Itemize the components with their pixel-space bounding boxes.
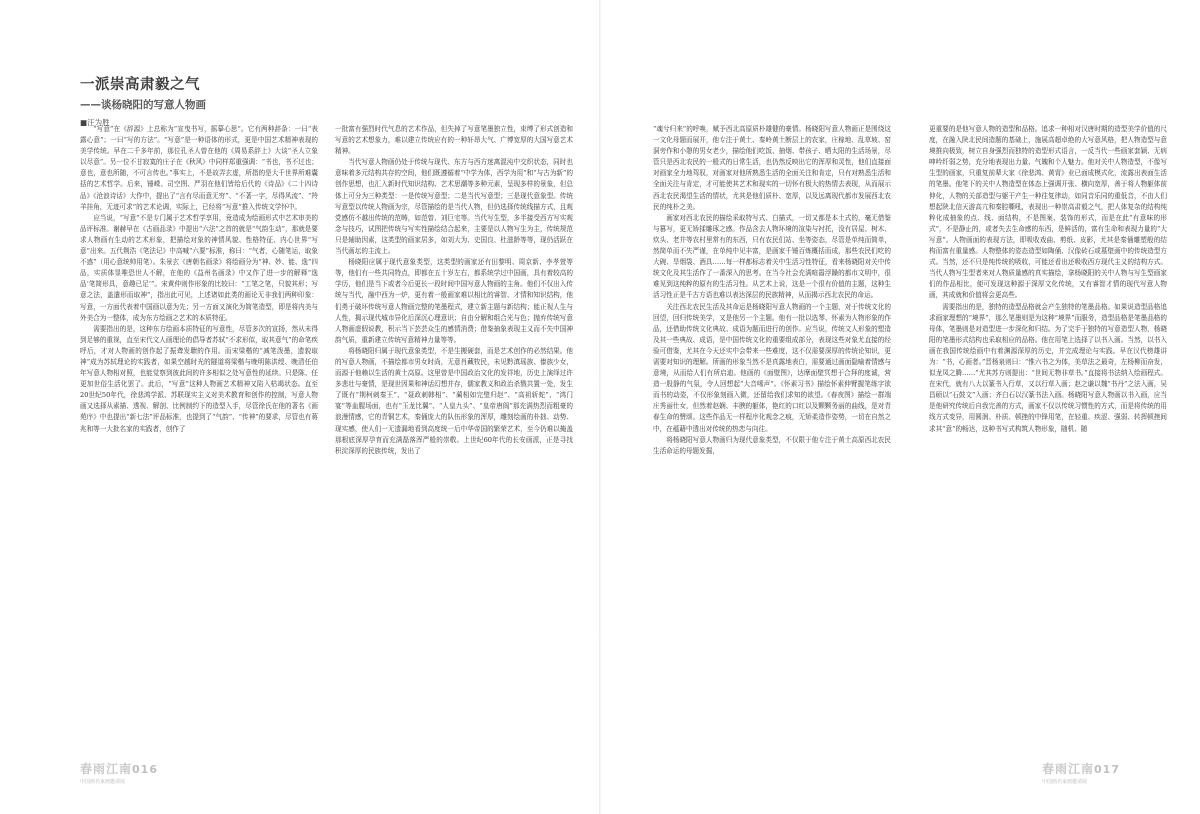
paragraph: 更重要的是他写意人物的造型和品格。追求一种相对汉唐时期的造型美学价值的尺度，在融入陕北民间造题的基础上，施展高超卓绝的大写意风格，把人物造型与意境推向极致，树立自身强烈而独特的造型形式语言，一反当代一些画家套颖、无病呻吟纤弱之势，充分地表现出力量、气魄和个人魅力。他对关中人物造型，不像写生型的画家，只重复前辈大家《徐悲鸿、黄胄》业已面成模式化，流露出表面生活的笔墨。他笔下的关中人物造型在体态上强调开张、横向宽厚，善于将人物躯体前伸化，人物的关部造型与躯干产生一种往复律动，如同音乐同的重低音，不由人们想起陕北信天游高亢和秦腔嘶吼，表现出一种崇高肃毅之气，把人体复杂的结构纯粹化成抽象的点、线、面结构，不是图案、装饰的形式，而是在此“有意味的形式”，不是静止的，或者失去生命感的东西，是鲜活的，富有生命和表现力量的“大写意”。人物画面的表现方法，即吸收戏曲、剪纸、皮影，尤其是秦俑雕塑般的结构而富有重量感。人物整体的姿态造型如陶俑、汉像砖石或墓壁画中的传统造型方式。当然，还不只是纯传统的吸收，可能还看出还吸收西方现代主义的结构方式。当代人物写生型者来对人物质量感的真实描绘，拿杨晓阳的关中人物与写生型画家们的作品相比，便可发现这种源于深厚文化传统，又有睿智才情的现代写意人物画，其成就和价值将会更高些。 — [929, 125, 1167, 300]
magazine-name — [80, 760, 158, 777]
article-header — [80, 76, 340, 128]
magazine-title: 春雨江南 — [1042, 762, 1095, 776]
paragraph: 当代写意人物画仍处于传统与现代、东方与西方迷离混沌中交织状态，同时也意味着多元结构共存的空间，他们既遵循着“中学为体，西学为用”和“与古为新”的创作思想，也汇入新时代知识结构、艺术思潮等多种元素，呈现多样的景象，但总体上可分为三种类型：一是传统写意型；二是当代写意型；三是现代意象型。传统写意型以传统人物画为宗，尽管描绘的是当代人物，但仍选择传统线描方式，且观党感仿不越出传统的范畴，如范曾、刘巨宅等。当代写生型，多半接受西方写实观念与技巧，试图把传统与写实性描绘结合起来，主要是以人物写生为主，传统规范只是辅助因素，这类型的画家居多，如刘大为、史国良、杜滋龄等等，现仍活跃在当代画坛的主流上。 — [335, 158, 573, 256]
paragraph: “写意”在《辞源》上总称为“宣曳书写，摇摹心思”。它有两种辞条：一曰“表露心意”；一曰“写的方法”。“写意”是一种语体的形式，更是中国艺术精神表现的美学传统。早在二千多年前，那位孔圣人曾在他的《周易系辞上》大谈“圣人立象以尽意”。另一位不甘寂寞的庄子在《秋风》中同样郑重强调：“书也，书不过也；意也，意也所随，不可言传也。”事实上，不是故弄玄虚，所指的是大千世界所难囊括的艺术哲学。后来，锤嵘、司空图、严羽在他们皆给后代的《诗品》《二十四诗品》《沧浪诗话》大作中，提出了“言有尽而意无穷”、“不著一字，尽得风流”、“羚羊挂角，无迹可求”的艺术论调，实际上，已经将“写意”推入传统文学怀中。 — [80, 125, 318, 211]
text-column-2 — [335, 124, 573, 752]
paragraph: 将杨晓阳归属于现代意象类型，不是生搬硬套，而是艺术创作的必然结果。他的写意人物画，不描绘都市男女时尚，无意肖藏牧民，未见黔滇瑶族、傣族少女，而源于他赖以生活的黄土高原。这里曾是中国政治文化的发祥地，历史上演绎过许多悲壮与豪情，是现世因果和神话幻想并存，儒家教义和政治杀戮共置一处，发生了既有“荆柯刺秦王”、“聂政刺韩相”、“蔺相如完璧归赵”、“高祖斩蛇”、“鸿门宴”等血腥场面，也有“玉龙比翼”、“人皇九头”、“皇帝唐阁”那充满热烈而粗豪的浪漫情感，它的青铜艺术，秦俑庞大的队伍形象的浑厚，雕刻绘画的朴拙、动势、现实感，使人们一无遗漏地看到高度统一后中华帝国的繁荣艺术，至今仍难以掩盖那根底深厚孕育而充满磊落浑严般的崇敬。上世纪60年代的长安画派，正是寻找积淀深厚的民族传统，发出了 — [335, 346, 573, 455]
paragraph: 一批富有强烈时代气息的艺术作品，但失掉了写意笔墨独立性，束缚了形式创造和写意的艺术想象力，难以建立传统应有的一种轩昂大气、广博宽厚的大国写意艺术精神。 — [335, 125, 573, 156]
article-author: ■汪为胜 — [80, 118, 110, 127]
paragraph: 画家对西北农民的描绘采取特写式、白描式，一切又都是本土式的，毫无借鉴与篡写，更无矫揉雕琢之感。作品含去人物环境的渲染与衬托，没有居屋、树木、炊头、老井等农村里常有的东西，只有农民们站、坐等姿态，尽管是单纯而简单，然简单而不失严谨，在单纯中见丰富，是画家千锤百炼概括而成，那些农民们吃的大碗、旱烟袋、酒具……每一样都标志着关中生活习性特征，看来杨晓阳对关中传统文化及其生活作了一番深入的思考。在当今社会充满喧嚣浮躁的都市文明中，很难见到这纯粹的原有的生活习性。从艺术上说，这是一个很有价值的主题，这种生活习性正是千古方语也难以表达深层的民族精神，从而揭示西北农民的命运。 — [653, 213, 891, 300]
page-number: 016 — [132, 763, 158, 776]
page-number: 017 — [1094, 763, 1120, 776]
footer-left — [80, 760, 158, 785]
paragraph: “魂兮归来”的呼唤，赋予西北高原质朴雄健的豪情。杨晓阳写意人物画正是围绕这一文化母题而展开，他专注于黄土、秦岭黄土断层上的农家，庄稼地、乱草坡、窑洞旁作和小憩的男女老少，描绘他们吃饭、抽烟、带孩子、晒太阳的生活场景，尽管只是西北农民的一般式的日常生活，也仍然反映出它的浑厚和灵性，他们直接面对画家全力地驾驭，对画家对他所熟悉生活的全面关注和肯定，只有对熟悉生活和全面关注与肯定，才可能使其艺术和现实的一切怀有极大的热情去表现，从而展示西北农民渴望生活的情状，尤其是他们质朴、宽厚，以及远离现代都市发展西北农民的纯朴之美。 — [653, 125, 891, 211]
text-column-4 — [929, 124, 1167, 752]
paragraph: 需要指出的是，独特的造型品格就会产生独特的笔墨品格。如果说造型品格追求画家理想的“境界”，那么笔墨则是为这种“境界”而服务，造型品格是笔墨品格的母体，笔墨则是对造型进一步深化和归结。为了完手于独特的写意造型人物，杨晓阳的笔墨形式结构也采取相应的品格。他在用笔上选择了以书入画。当然，以书入画在我国传统绘画中有着渊源深厚的历史，并完成理论与实践。早在汉代榜雄讲为：“书，心画者。”晋杨泉则曰：“惟六书之为体，美草法之最奇，左杨柳而奋发，似龙凤之腾……”尤其苏方则提出：“世间无物非草书。”直接将书法纳入绘画程式。在宋代，就有八大以篆书入行草，又以行草入画；赵之谦以魏“书丹”之法入画，吴昌硕以“石鼓文”入画；齐白石以汉篆书法入画。杨晓阳写意人物画以书入画，应当是他研究传统后自我完善的方式，画家不仅以传统习惯性的方式，而是将传统的用线方式变异，用圆润、朴质、顿挫的中锋用笔，在轻重、疾涩、强弱、转挥顿挫间求其“意”的畅达，这种书写式构筑人物形象，随机、随 — [929, 302, 1167, 433]
magazine-subtitle: 中国画名家画邀请展 — [1042, 779, 1088, 785]
paragraph: 关注西北农民生活及其命运是杨晓阳写意人物画的一个主题，对于传统文化的回望，回归传统美学，又是他另一个主题。他有一批以选琴、怀素为人物形象的作品，还借助传统文化典故、成语为题而进行的创作。应当说，传统文人形象的塑造及其一些典故、成语，是中国传统文化的重要组成部分，表现这些对象尤直接的经验可借鉴，尤其在今天还实中会带来一些难度，这不仅需要深厚的传统论知识，更需要对知识的理解。所画的形象当然不是真露地表白，需要通过画面隐喻着情感与意境，从而给人们有所启迪。他画的《面壁图》，达摩面壁冥想于合拜的度诚，营造一股静的气氛，令人回想起“大音唏声”。《怀素习书》描绘怀素伸臂握笔练字欲而书的动姿，不仅形象刻画入微，还留给我们求知的欲望。《春夜图》描绘一群端庄秀丽仕女，但然着赵娴、丰腴的躯体，艳红的口红以及颗颗务丽的曲线，是对青春生命的赞颂。这些作品无一样程序化观念之痕，无矫柔造作姿势，一切在自然之中，在蕴藉中透出对传统的热恋与向往。 — [653, 302, 891, 433]
magazine-subtitle: 中国画名家画邀请展 — [80, 779, 126, 785]
page-gutter — [599, 0, 601, 814]
text-column-1 — [80, 124, 318, 752]
magazine-name — [1042, 760, 1120, 777]
article-subtitle: ——谈杨晓阳的写意人物画 — [80, 99, 206, 111]
article-title: 一派崇高肃毅之气 — [80, 77, 200, 93]
text-column-3 — [653, 124, 891, 752]
paragraph: 将杨晓阳写意人物画归为现代意象类型，不仅限于他专注于黄土高原西北农民生活命运的母题发掘， — [653, 435, 891, 455]
paragraph: 需要指出的是，这种东方绘画本质特征的写意性，尽管多次的宣扬，然从未得到足够的重视，直至宋代文人画理论的倡导者苏轼“不求形似，取其意气”的命笔疾呼后，才对人物画的创作起了振聋发聩的作用。而宋梁楷的“减笔泼墨，遗貌取神”成为苏轼理论的实践者，如果空越时光的隧道将梁楷与晚明陈洪绶、晚清任伯年写意人物相对照，也能觉察到彼此间的许多相似之处写意性的延续。只是陈、任更加世俗生活化罢了。此后，“写意”这种人物画艺术精神又陷入枯竭状态。直至20世纪50年代，徐悲鸿学派、苏联现实主义对美术教育和创作的控制，写意人物画又选择从素描、透视、解剖、比例制约下的造型入手，尽管徐氏在他的著名《画苑序》中也提出“新七法”评品标准，也提到了“气韵”、“传神”的要求，尽管也有蒋兆和等一大批名家的实践者，创作了 — [80, 324, 318, 433]
footer-right — [1042, 760, 1120, 785]
paragraph: 应当说，“写意”不是专门属于艺术哲学享用，竟造成为绘画形式中艺术审美的品评标准。谢赫早在《古画品录》中提出“六法”之首的就是“气韵生动”，那就是要求人物画有生动的艺术形象，把描绘对象的神情风貌、性格特征、内心世界“写意”出来。五代荆浩《笔法记》中高喊“六要”标准，称曰：“气者，心随笔运，取象不惑”（用心意统帅用笔）。朱景玄《唐朝名画录》将绘画分为“神、妙、能、逸”四品，实质体显唯恐世人不解，在他的《益州名画录》中又作了进一步的解释“逸品‘笔简形具，意趣已足’”。宋黄仲则作形象的比较曰：“工笔之笔，只貌其形；写意之法，盖遣形而取神”，指出此可见，上述诸如此类的画论无非我们两种印象：写意，一方面代表着中国画以意为先；另一方面又演化为简笔造型，即是将内美与外美合为一整体，成为东方绘画之艺术的本质特征。 — [80, 213, 318, 322]
magazine-title: 春雨江南 — [80, 762, 133, 776]
paragraph: 杨晓阳应属于现代意象类型，这类型的画家还有田黎明、周京新、李孝萱等等，他们有一些共同特点，即都在五十岁左右，都系统学过中国画，具有着较高的学历，他们是当下或者今后更长一段时间中国写意人物画的主角。他们不仅出入传统与当代，融中西为一炉，更有着一般画家难以相比的睿智、才情和知识结构，他们勇于破坏传统写意人物画完整的笔墨程式，建立新主题与新结构；能正视人生与人性，揭示现代城市异化后深沉心理意识；自由分解和组合光与色；抛弃传统写意人物画虚假说教，积示当下芸芸众生的感情消费；借鉴抽象表现主义而不失中国神韵气质，重新建立传统写意精神力量等等。 — [335, 258, 573, 344]
